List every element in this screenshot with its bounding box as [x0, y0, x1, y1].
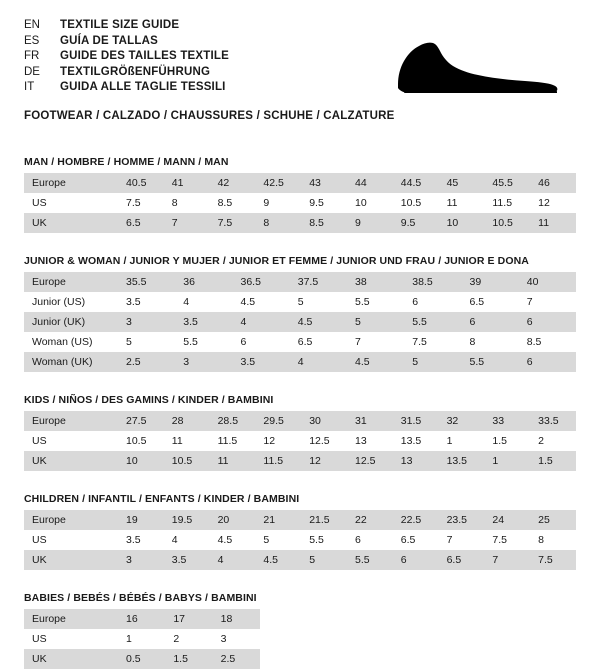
size-table: [24, 272, 576, 372]
size-cell: 3.5: [164, 550, 210, 570]
size-cell: 21: [255, 510, 301, 530]
language-code: ES: [24, 34, 40, 47]
size-table: [24, 510, 576, 570]
size-cell: 40.5: [118, 173, 164, 193]
size-cell: 8: [462, 332, 519, 352]
size-cell: 5: [404, 352, 461, 372]
size-cell: 8.5: [210, 193, 256, 213]
size-cell: 23.5: [439, 510, 485, 530]
size-cell: 31: [347, 411, 393, 431]
size-cell: 28: [164, 411, 210, 431]
size-cell: 13: [347, 431, 393, 451]
size-cell: 8: [255, 213, 301, 233]
size-cell: 3.5: [175, 312, 232, 332]
size-cell: 5.5: [301, 530, 347, 550]
size-cell: 32: [439, 411, 485, 431]
size-cell: 3.5: [118, 292, 175, 312]
row-label: Europe: [24, 510, 118, 530]
section-title: JUNIOR & WOMAN / JUNIOR Y MUJER / JUNIOR ET FEMME / JUNIOR UND FRAU / JUNIOR E DONA: [24, 255, 529, 267]
size-cell: 4.5: [255, 550, 301, 570]
size-cell: 1.5: [484, 431, 530, 451]
size-cell: 3: [118, 550, 164, 570]
size-cell: 9.5: [301, 193, 347, 213]
size-cell: 1: [439, 431, 485, 451]
size-cell: 11: [439, 193, 485, 213]
table-row: [24, 510, 576, 530]
size-cell: 11: [164, 431, 210, 451]
size-cell: 13: [393, 451, 439, 471]
size-cell: 10: [439, 213, 485, 233]
size-cell: 6: [462, 312, 519, 332]
size-cell: 12: [255, 431, 301, 451]
size-cell: 7.5: [210, 213, 256, 233]
size-cell: 39: [462, 272, 519, 292]
size-cell: 5: [255, 530, 301, 550]
size-cell: 10.5: [484, 213, 530, 233]
size-table: [24, 173, 576, 233]
size-table-body: [24, 609, 260, 669]
size-cell: 7: [347, 332, 404, 352]
size-cell: 19.5: [164, 510, 210, 530]
size-cell: 11.5: [255, 451, 301, 471]
language-code: FR: [24, 50, 40, 62]
size-cell: 2.5: [213, 649, 260, 669]
table-row: [24, 451, 576, 471]
row-label: US: [24, 629, 118, 649]
size-section: [24, 156, 576, 233]
size-cell: 36: [175, 272, 232, 292]
size-cell: 13.5: [439, 451, 485, 471]
size-cell: 10: [347, 193, 393, 213]
size-cell: 13.5: [393, 431, 439, 451]
size-cell: 33.5: [530, 411, 576, 431]
language-code: DE: [24, 65, 40, 78]
size-cell: 2.5: [118, 352, 175, 372]
size-cell: 33: [484, 411, 530, 431]
table-row: [24, 292, 576, 312]
size-cell: 2: [530, 431, 576, 451]
size-cell: 6: [233, 332, 290, 352]
table-row: [24, 312, 576, 332]
section-title: CHILDREN / INFANTIL / ENFANTS / KINDER / BAMBINI: [24, 493, 300, 505]
size-cell: 9: [347, 213, 393, 233]
size-section: [24, 394, 576, 471]
section-title: MAN / HOMBRE / HOMME / MANN / MAN: [24, 156, 229, 168]
size-cell: 17: [165, 609, 212, 629]
size-cell: 22: [347, 510, 393, 530]
size-cell: 6: [347, 530, 393, 550]
table-row: [24, 550, 576, 570]
size-cell: 4.5: [290, 312, 347, 332]
language-title: GUÍA DE TALLAS: [60, 34, 158, 47]
size-cell: 41: [164, 173, 210, 193]
language-row: [24, 65, 229, 81]
page-header: [24, 18, 576, 96]
size-cell: 4.5: [347, 352, 404, 372]
size-section: [24, 255, 576, 372]
size-cell: 38: [347, 272, 404, 292]
table-row: [24, 332, 576, 352]
size-cell: 12: [301, 451, 347, 471]
size-cell: 38.5: [404, 272, 461, 292]
size-cell: 3: [213, 629, 260, 649]
size-cell: 2: [165, 629, 212, 649]
table-row: [24, 352, 576, 372]
language-titles: [24, 18, 229, 96]
language-code: EN: [24, 19, 40, 31]
size-cell: 21.5: [301, 510, 347, 530]
size-cell: 40: [519, 272, 576, 292]
size-cell: 11: [210, 451, 256, 471]
size-cell: 19: [118, 510, 164, 530]
size-cell: 30: [301, 411, 347, 431]
language-code: IT: [24, 81, 35, 93]
size-cell: 11: [530, 213, 576, 233]
size-cell: 7: [439, 530, 485, 550]
table-row: [24, 411, 576, 431]
size-cell: 8.5: [519, 332, 576, 352]
row-label: Woman (US): [24, 332, 118, 352]
size-cell: 9: [255, 193, 301, 213]
size-cell: 42: [210, 173, 256, 193]
size-cell: 9.5: [393, 213, 439, 233]
row-label: Junior (UK): [24, 312, 118, 332]
size-cell: 4.5: [210, 530, 256, 550]
size-table-body: [24, 411, 576, 471]
size-cell: 11.5: [210, 431, 256, 451]
size-cell: 6: [404, 292, 461, 312]
language-row: [24, 80, 229, 96]
table-row: [24, 431, 576, 451]
row-label: Europe: [24, 411, 118, 431]
size-cell: 18: [213, 609, 260, 629]
size-cell: 8: [530, 530, 576, 550]
language-title: TEXTILGRÖßENFÜHRUNG: [60, 65, 211, 78]
row-label: US: [24, 530, 118, 550]
language-titles-body: [24, 18, 229, 96]
row-label: US: [24, 431, 118, 451]
size-cell: 31.5: [393, 411, 439, 431]
row-label: UK: [24, 213, 118, 233]
size-cell: 7: [519, 292, 576, 312]
row-label: Woman (UK): [24, 352, 118, 372]
size-cell: 7: [164, 213, 210, 233]
language-title: GUIDE DES TAILLES TEXTILE: [60, 50, 229, 62]
size-cell: 5: [347, 312, 404, 332]
size-cell: 43: [301, 173, 347, 193]
size-cell: 28.5: [210, 411, 256, 431]
size-cell: 0.5: [118, 649, 165, 669]
size-cell: 7: [484, 550, 530, 570]
size-cell: 7.5: [530, 550, 576, 570]
size-cell: 5: [301, 550, 347, 570]
table-row: [24, 649, 260, 669]
size-cell: 8: [164, 193, 210, 213]
size-cell: 36.5: [233, 272, 290, 292]
size-cell: 27.5: [118, 411, 164, 431]
size-cell: 10: [118, 451, 164, 471]
size-cell: 3: [118, 312, 175, 332]
size-cell: 35.5: [118, 272, 175, 292]
size-cell: 11.5: [484, 193, 530, 213]
size-cell: 7.5: [404, 332, 461, 352]
size-table-body: [24, 173, 576, 233]
language-title: TEXTILE SIZE GUIDE: [60, 19, 180, 31]
size-cell: 37.5: [290, 272, 347, 292]
size-cell: 8.5: [301, 213, 347, 233]
size-sections: [24, 156, 576, 669]
size-cell: 24: [484, 510, 530, 530]
size-cell: 44: [347, 173, 393, 193]
size-cell: 4.5: [233, 292, 290, 312]
size-cell: 5.5: [175, 332, 232, 352]
size-cell: 4: [164, 530, 210, 550]
size-cell: 12.5: [347, 451, 393, 471]
size-cell: 3.5: [233, 352, 290, 372]
dress-shoe-icon: [386, 24, 566, 96]
size-cell: 1.5: [165, 649, 212, 669]
size-cell: 45: [439, 173, 485, 193]
size-cell: 6: [519, 312, 576, 332]
size-table-body: [24, 510, 576, 570]
size-section: [24, 493, 576, 570]
size-cell: 5: [118, 332, 175, 352]
table-row: [24, 530, 576, 550]
table-row: [24, 609, 260, 629]
size-cell: 1.5: [530, 451, 576, 471]
size-cell: 10.5: [393, 193, 439, 213]
size-cell: 16: [118, 609, 165, 629]
table-row: [24, 629, 260, 649]
row-label: UK: [24, 649, 118, 669]
size-cell: 22.5: [393, 510, 439, 530]
table-row: [24, 213, 576, 233]
size-cell: 4: [290, 352, 347, 372]
size-cell: 20: [210, 510, 256, 530]
size-table: [24, 609, 260, 669]
size-cell: 44.5: [393, 173, 439, 193]
size-cell: 29.5: [255, 411, 301, 431]
size-cell: 42.5: [255, 173, 301, 193]
size-cell: 46: [530, 173, 576, 193]
size-cell: 6: [393, 550, 439, 570]
size-cell: 6.5: [118, 213, 164, 233]
size-cell: 3: [175, 352, 232, 372]
language-title: GUIDA ALLE TAGLIE TESSILI: [60, 81, 226, 93]
language-row: [24, 49, 229, 65]
size-cell: 5.5: [347, 292, 404, 312]
size-table-body: [24, 272, 576, 372]
size-cell: 45.5: [484, 173, 530, 193]
size-cell: 6.5: [439, 550, 485, 570]
size-cell: 1: [484, 451, 530, 471]
size-cell: 6.5: [462, 292, 519, 312]
language-row: [24, 34, 229, 50]
row-label: US: [24, 193, 118, 213]
row-label: Europe: [24, 173, 118, 193]
table-row: [24, 193, 576, 213]
section-title: KIDS / NIÑOS / DES GAMINS / KINDER / BAMBINI: [24, 394, 274, 406]
row-label: UK: [24, 451, 118, 471]
size-cell: 4: [210, 550, 256, 570]
size-cell: 10.5: [164, 451, 210, 471]
size-cell: 7.5: [118, 193, 164, 213]
size-table: [24, 411, 576, 471]
size-cell: 1: [118, 629, 165, 649]
table-row: [24, 272, 576, 292]
size-cell: 4: [233, 312, 290, 332]
size-cell: 7.5: [484, 530, 530, 550]
size-cell: 5.5: [462, 352, 519, 372]
size-cell: 25: [530, 510, 576, 530]
section-title: BABIES / BEBÉS / BÉBÉS / BABYS / BAMBINI: [24, 592, 257, 604]
size-cell: 5.5: [347, 550, 393, 570]
table-row: [24, 173, 576, 193]
language-row: [24, 18, 229, 34]
size-cell: 5.5: [404, 312, 461, 332]
category-line: FOOTWEAR / CALZADO / CHAUSSURES / SCHUHE / CALZATURE: [24, 110, 395, 122]
size-cell: 3.5: [118, 530, 164, 550]
row-label: Europe: [24, 272, 118, 292]
size-section: [24, 592, 576, 669]
row-label: Junior (US): [24, 292, 118, 312]
size-cell: 10.5: [118, 431, 164, 451]
size-cell: 6.5: [290, 332, 347, 352]
size-cell: 12: [530, 193, 576, 213]
size-cell: 6.5: [393, 530, 439, 550]
size-cell: 4: [175, 292, 232, 312]
row-label: Europe: [24, 609, 118, 629]
size-cell: 6: [519, 352, 576, 372]
size-cell: 5: [290, 292, 347, 312]
size-cell: 12.5: [301, 431, 347, 451]
row-label: UK: [24, 550, 118, 570]
